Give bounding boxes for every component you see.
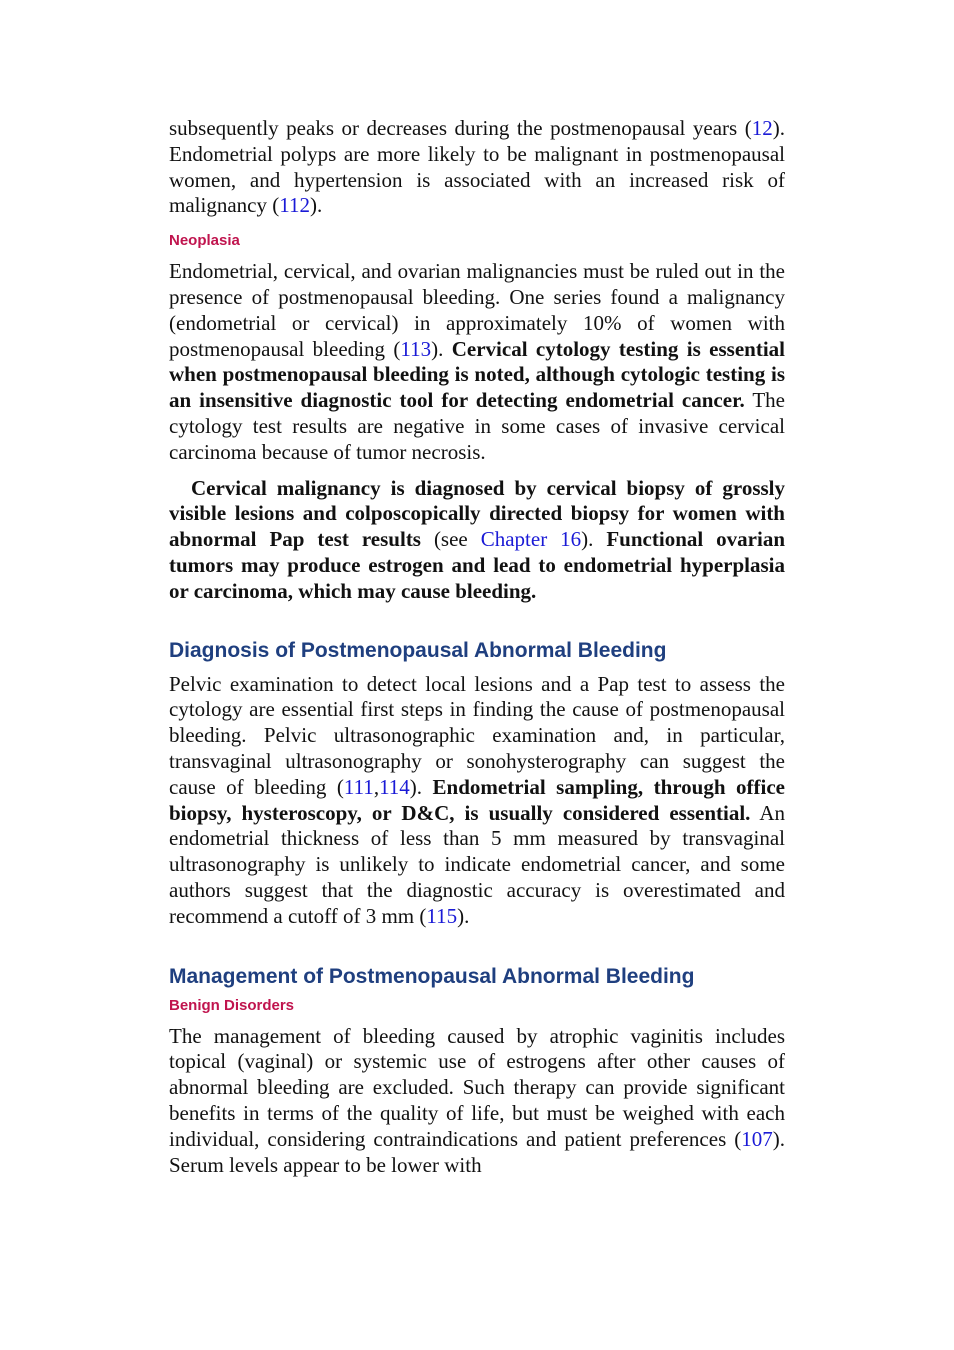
paragraph-neoplasia-2	[169, 476, 785, 605]
subheading-benign-disorders: Benign Disorders	[169, 996, 295, 1014]
bold-text: Endometrial sampling, through office biopsy, hysteroscopy, or D&C, is usually considered essential.	[169, 774, 785, 825]
text: ). Endometrial polyps are more likely to be malignant in postmenopausal women, and hypertension is associated with an increased risk of malignancy (	[169, 116, 785, 218]
subheading-neoplasia: Neoplasia	[169, 232, 240, 250]
text: ,	[373, 774, 380, 799]
bold-text: Cervical cytology testing is essential when postmenopausal bleeding is noted, although cytologic testing is an insensitive diagnostic tool for detecting endometrial cancer.	[169, 336, 785, 413]
paragraph-management	[169, 1024, 785, 1179]
reference-link[interactable]: 12	[751, 116, 773, 140]
text: The management of bleeding caused by atrophic vaginitis includes topical (vaginal) or systemic use of estrogens after other causes of abnormal bleeding are excluded. Such therapy can provide significant benefits in terms of the quality of life, but must be weighed with each individual, considering contraindications and patient preferences (	[169, 1023, 785, 1151]
reference-link[interactable]: 114	[379, 774, 410, 799]
heading-management: Management of Postmenopausal Abnormal Bleeding	[169, 964, 695, 988]
paragraph-diagnosis	[169, 672, 785, 930]
page-content	[169, 116, 785, 1178]
text: The cytology test results are negative in some cases of invasive cervical carcinoma because of tumor necrosis.	[169, 388, 785, 464]
text: ). Serum levels appear to be lower with	[169, 1126, 785, 1177]
text: An endometrial thickness of less than 5 mm measured by transvaginal ultrasonography is unlikely to indicate endometrial cancer, and some authors suggest that the diagnostic accuracy is overestimated and recommend a cutoff of 3 mm (	[169, 800, 785, 928]
chapter-link[interactable]: Chapter 16	[480, 527, 582, 552]
text: Pelvic examination to detect local lesions and a Pap test to assess the cytology are essential first steps in finding the cause of postmenopausal bleeding. Pelvic ultrasonographic examination and, in particular, transvaginal ultrasonography or sonohysterography can suggest the cause of bleeding (	[169, 671, 785, 799]
text: ).	[581, 527, 607, 552]
text: (see	[420, 527, 481, 552]
paragraph-intro	[169, 116, 785, 219]
reference-link[interactable]: 111	[343, 774, 374, 799]
reference-link[interactable]: 115	[426, 903, 458, 928]
text: ).	[409, 774, 433, 799]
heading-diagnosis: Diagnosis of Postmenopausal Abnormal Bleeding	[169, 638, 667, 662]
reference-link[interactable]: 107	[741, 1126, 773, 1151]
paragraph-neoplasia-1	[169, 259, 785, 465]
text: ).	[457, 903, 470, 928]
text: ).	[431, 336, 452, 361]
bold-text: Functional ovarian tumors may produce estrogen and lead to endometrial hyperplasia or carcinoma, which may cause bleeding.	[169, 527, 785, 603]
bold-text: Cervical malignancy is diagnosed by cervical biopsy of grossly visible lesions and colposcopically directed biopsy for women with abnormal Pap test results	[169, 475, 785, 552]
reference-link[interactable]: 113	[400, 336, 432, 361]
text: ).	[309, 193, 323, 218]
text: Endometrial, cervical, and ovarian malignancies must be ruled out in the presence of postmenopausal bleeding. One series found a malignancy (endometrial or cervical) in approximately 10% of women with postmenopausal bleeding (	[169, 259, 785, 361]
text: subsequently peaks or decreases during the postmenopausal years (	[169, 116, 752, 140]
reference-link[interactable]: 112	[279, 193, 310, 218]
